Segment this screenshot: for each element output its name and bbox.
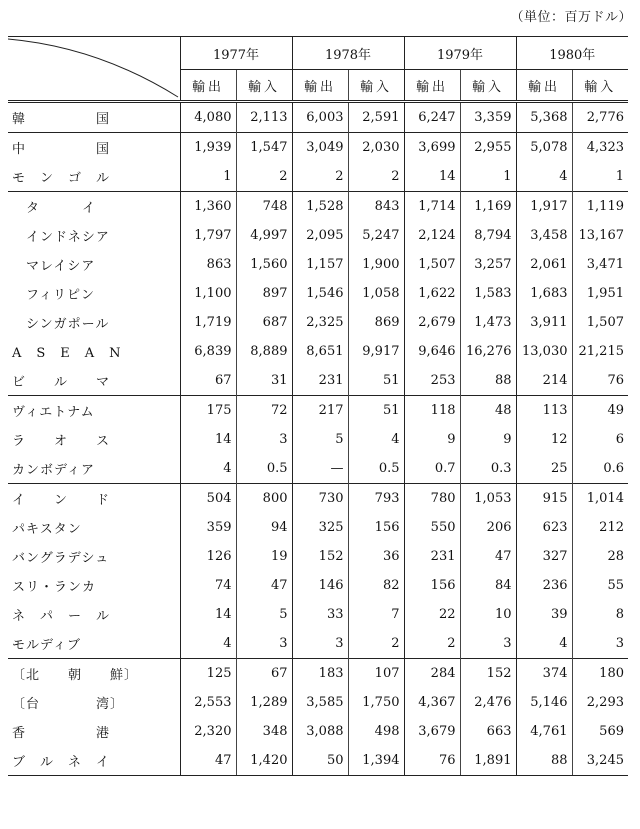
country-name: ブ ル ネ イ [8, 746, 180, 776]
export-value: 3,088 [292, 717, 348, 746]
export-value: 3 [292, 629, 348, 659]
table-row [8, 454, 628, 484]
export-value: 76 [404, 746, 460, 776]
import-value: 51 [348, 366, 404, 396]
country-name: カンボディア [12, 463, 95, 478]
export-value: 118 [404, 396, 460, 426]
import-value: 1,289 [236, 688, 292, 717]
import-value: 1,900 [348, 250, 404, 279]
country-name: タ イ [8, 192, 180, 222]
import-value: 4,323 [572, 133, 628, 163]
export-value: 25 [516, 454, 572, 484]
table-row [8, 396, 628, 426]
country-name: スリ・ランカ [12, 580, 97, 595]
table-row [8, 746, 628, 776]
export-value: 8,651 [292, 337, 348, 366]
export-value: 5,078 [516, 133, 572, 163]
table-row [8, 600, 628, 629]
export-value: 47 [180, 746, 236, 776]
diagonal-line [8, 37, 180, 99]
export-value: 730 [292, 484, 348, 514]
export-value: 2 [404, 629, 460, 659]
import-value: 1,394 [348, 746, 404, 776]
export-value: 183 [292, 659, 348, 689]
table-row [8, 162, 628, 192]
export-value: 915 [516, 484, 572, 514]
import-value: 47 [460, 542, 516, 571]
import-value: 3,245 [572, 746, 628, 776]
import-value: 1,891 [460, 746, 516, 776]
country-name: A S E A N [12, 346, 122, 361]
export-value: 2,095 [292, 221, 348, 250]
export-value: 39 [516, 600, 572, 629]
export-value: 4,761 [516, 717, 572, 746]
import-value: 1,058 [348, 279, 404, 308]
export-value: 88 [516, 746, 572, 776]
export-value: 253 [404, 366, 460, 396]
export-header: 輸出 [292, 70, 348, 102]
country-name: フィリピン [12, 288, 95, 303]
export-value: 231 [292, 366, 348, 396]
table-row [8, 102, 628, 133]
import-value: 82 [348, 571, 404, 600]
trade-table [8, 36, 628, 776]
import-value: 206 [460, 513, 516, 542]
import-value: 2,591 [348, 102, 404, 133]
export-value: 231 [404, 542, 460, 571]
export-value: 1 [180, 162, 236, 192]
import-value: 1 [572, 162, 628, 192]
import-value: 348 [236, 717, 292, 746]
export-value: 1,360 [180, 192, 236, 222]
table-row [8, 688, 628, 717]
import-value: 8,889 [236, 337, 292, 366]
import-value: 1,507 [572, 308, 628, 337]
import-value: 2,113 [236, 102, 292, 133]
country-name: モルディブ [12, 638, 81, 653]
import-value: 3 [572, 629, 628, 659]
table-row [8, 659, 628, 689]
export-value: 504 [180, 484, 236, 514]
export-value: 1,528 [292, 192, 348, 222]
export-value: 284 [404, 659, 460, 689]
export-value: 2,124 [404, 221, 460, 250]
import-value: 800 [236, 484, 292, 514]
import-value: 2 [236, 162, 292, 192]
table-row [8, 513, 628, 542]
export-value: 13,030 [516, 337, 572, 366]
export-value: 359 [180, 513, 236, 542]
import-value: 84 [460, 571, 516, 600]
import-value: 6 [572, 425, 628, 454]
export-value: 374 [516, 659, 572, 689]
export-value: 4 [180, 454, 236, 484]
export-value: 236 [516, 571, 572, 600]
export-value: 2,061 [516, 250, 572, 279]
export-value: 3,049 [292, 133, 348, 163]
export-value: 327 [516, 542, 572, 571]
import-value: 569 [572, 717, 628, 746]
import-value: 498 [348, 717, 404, 746]
export-value: 3,585 [292, 688, 348, 717]
export-value: 14 [180, 425, 236, 454]
export-value: 3,679 [404, 717, 460, 746]
table-row [8, 629, 628, 659]
country-name: シンガポール [12, 317, 110, 332]
import-value: 3,471 [572, 250, 628, 279]
import-value: 0.5 [236, 454, 292, 484]
export-value: 5 [292, 425, 348, 454]
import-value: 1 [460, 162, 516, 192]
import-value: 1,750 [348, 688, 404, 717]
export-value: 175 [180, 396, 236, 426]
import-value: 152 [460, 659, 516, 689]
country-name: 〔北 朝 鮮〕 [8, 659, 180, 689]
export-value: 6,839 [180, 337, 236, 366]
export-value: 2,325 [292, 308, 348, 337]
table-row [8, 192, 628, 222]
import-value: 0.5 [348, 454, 404, 484]
table-row [8, 484, 628, 514]
export-value: 152 [292, 542, 348, 571]
export-value: 4,080 [180, 102, 236, 133]
export-value: 1,797 [180, 221, 236, 250]
import-value: 3,257 [460, 250, 516, 279]
import-value: 869 [348, 308, 404, 337]
export-value: 126 [180, 542, 236, 571]
import-value: 2,955 [460, 133, 516, 163]
import-value: 5 [236, 600, 292, 629]
import-value: 47 [236, 571, 292, 600]
import-value: 212 [572, 513, 628, 542]
import-value: 49 [572, 396, 628, 426]
import-value: 48 [460, 396, 516, 426]
year-header: 1980年 [516, 37, 628, 70]
export-value: 4 [516, 162, 572, 192]
import-value: 10 [460, 600, 516, 629]
export-value: 325 [292, 513, 348, 542]
country-name: イ ン ド [8, 484, 180, 514]
export-value: 74 [180, 571, 236, 600]
table-row [8, 221, 628, 250]
export-value: 1,683 [516, 279, 572, 308]
export-value: 33 [292, 600, 348, 629]
export-value: 3,911 [516, 308, 572, 337]
export-value: 5,146 [516, 688, 572, 717]
import-value: 13,167 [572, 221, 628, 250]
import-value: 3 [460, 629, 516, 659]
table-header [8, 37, 628, 102]
import-value: 8,794 [460, 221, 516, 250]
export-value: 146 [292, 571, 348, 600]
table-row [8, 279, 628, 308]
import-value: 88 [460, 366, 516, 396]
country-name: バングラデシュ [12, 551, 110, 566]
table-row [8, 250, 628, 279]
import-value: 5,247 [348, 221, 404, 250]
export-value: 1,507 [404, 250, 460, 279]
import-value: 1,119 [572, 192, 628, 222]
import-value: 1,014 [572, 484, 628, 514]
export-value: — [292, 454, 348, 484]
export-value: 1,719 [180, 308, 236, 337]
import-value: 1,169 [460, 192, 516, 222]
export-header: 輸出 [516, 70, 572, 102]
import-value: 663 [460, 717, 516, 746]
export-value: 125 [180, 659, 236, 689]
export-value: 1,157 [292, 250, 348, 279]
import-header: 輸入 [572, 70, 628, 102]
export-header: 輸出 [180, 70, 236, 102]
export-value: 2,320 [180, 717, 236, 746]
export-value: 1,622 [404, 279, 460, 308]
export-value: 863 [180, 250, 236, 279]
export-value: 3,458 [516, 221, 572, 250]
export-value: 2,679 [404, 308, 460, 337]
export-value: 623 [516, 513, 572, 542]
export-value: 6,247 [404, 102, 460, 133]
import-header: 輸入 [236, 70, 292, 102]
import-value: 2 [348, 162, 404, 192]
year-header: 1978年 [292, 37, 404, 70]
year-header: 1979年 [404, 37, 516, 70]
country-name: インドネシア [12, 230, 110, 245]
export-value: 9,646 [404, 337, 460, 366]
export-value: 4 [516, 629, 572, 659]
import-value: 1,420 [236, 746, 292, 776]
country-name: ネ パ ー ル [12, 609, 111, 624]
export-value: 1,917 [516, 192, 572, 222]
import-value: 687 [236, 308, 292, 337]
table-row [8, 542, 628, 571]
export-value: 5,368 [516, 102, 572, 133]
import-value: 94 [236, 513, 292, 542]
export-header: 輸出 [404, 70, 460, 102]
import-value: 4 [348, 425, 404, 454]
export-value: 14 [180, 600, 236, 629]
export-value: 4,367 [404, 688, 460, 717]
import-value: 0.3 [460, 454, 516, 484]
import-value: 31 [236, 366, 292, 396]
import-value: 793 [348, 484, 404, 514]
import-value: 1,583 [460, 279, 516, 308]
import-value: 1,053 [460, 484, 516, 514]
corner-cell [8, 37, 180, 102]
year-header: 1977年 [180, 37, 292, 70]
import-value: 1,547 [236, 133, 292, 163]
import-value: 156 [348, 513, 404, 542]
export-value: 14 [404, 162, 460, 192]
country-name: ヴィエトナム [8, 396, 180, 426]
export-value: 6,003 [292, 102, 348, 133]
import-value: 1,951 [572, 279, 628, 308]
import-value: 21,215 [572, 337, 628, 366]
import-value: 9 [460, 425, 516, 454]
export-value: 1,939 [180, 133, 236, 163]
table-row [8, 425, 628, 454]
export-value: 1,546 [292, 279, 348, 308]
country-name: 中 国 [8, 133, 180, 163]
import-value: 51 [348, 396, 404, 426]
import-value: 76 [572, 366, 628, 396]
import-header: 輸入 [460, 70, 516, 102]
import-value: 36 [348, 542, 404, 571]
import-value: 1,473 [460, 308, 516, 337]
import-value: 3 [236, 629, 292, 659]
export-value: 2,553 [180, 688, 236, 717]
import-value: 897 [236, 279, 292, 308]
export-value: 1,714 [404, 192, 460, 222]
country-name: ラ オ ス [12, 434, 111, 449]
country-name: 〔台 湾〕 [12, 697, 125, 712]
table-row [8, 133, 628, 163]
import-value: 7 [348, 600, 404, 629]
export-value: 156 [404, 571, 460, 600]
import-value: 67 [236, 659, 292, 689]
export-value: 2 [292, 162, 348, 192]
import-value: 3 [236, 425, 292, 454]
export-value: 12 [516, 425, 572, 454]
unit-note: （単位：百万ドル） [510, 10, 632, 25]
import-header: 輸入 [348, 70, 404, 102]
export-value: 9 [404, 425, 460, 454]
import-value: 9,917 [348, 337, 404, 366]
table-row [8, 366, 628, 396]
table-body [8, 102, 628, 776]
export-value: 22 [404, 600, 460, 629]
import-value: 2,476 [460, 688, 516, 717]
import-value: 843 [348, 192, 404, 222]
export-value: 113 [516, 396, 572, 426]
country-name: モ ン ゴ ル [12, 171, 111, 186]
import-value: 180 [572, 659, 628, 689]
export-value: 3,699 [404, 133, 460, 163]
import-value: 2,293 [572, 688, 628, 717]
country-name: 香 港 [12, 726, 111, 741]
table-row [8, 308, 628, 337]
import-value: 2,030 [348, 133, 404, 163]
import-value: 28 [572, 542, 628, 571]
import-value: 1,560 [236, 250, 292, 279]
country-name: パキスタン [12, 522, 82, 537]
import-value: 0.6 [572, 454, 628, 484]
import-value: 72 [236, 396, 292, 426]
export-value: 780 [404, 484, 460, 514]
import-value: 4,997 [236, 221, 292, 250]
import-value: 55 [572, 571, 628, 600]
export-value: 1,100 [180, 279, 236, 308]
import-value: 8 [572, 600, 628, 629]
import-value: 2 [348, 629, 404, 659]
import-value: 16,276 [460, 337, 516, 366]
export-value: 50 [292, 746, 348, 776]
country-name: マレイシア [12, 259, 96, 274]
export-value: 214 [516, 366, 572, 396]
export-value: 0.7 [404, 454, 460, 484]
table-row [8, 337, 628, 366]
country-name: ビ ル マ [12, 375, 111, 390]
export-value: 550 [404, 513, 460, 542]
export-value: 67 [180, 366, 236, 396]
import-value: 2,776 [572, 102, 628, 133]
table-row [8, 717, 628, 746]
import-value: 3,359 [460, 102, 516, 133]
import-value: 19 [236, 542, 292, 571]
import-value: 748 [236, 192, 292, 222]
export-value: 217 [292, 396, 348, 426]
table-row [8, 571, 628, 600]
import-value: 107 [348, 659, 404, 689]
export-value: 4 [180, 629, 236, 659]
country-name: 韓 国 [8, 102, 180, 133]
